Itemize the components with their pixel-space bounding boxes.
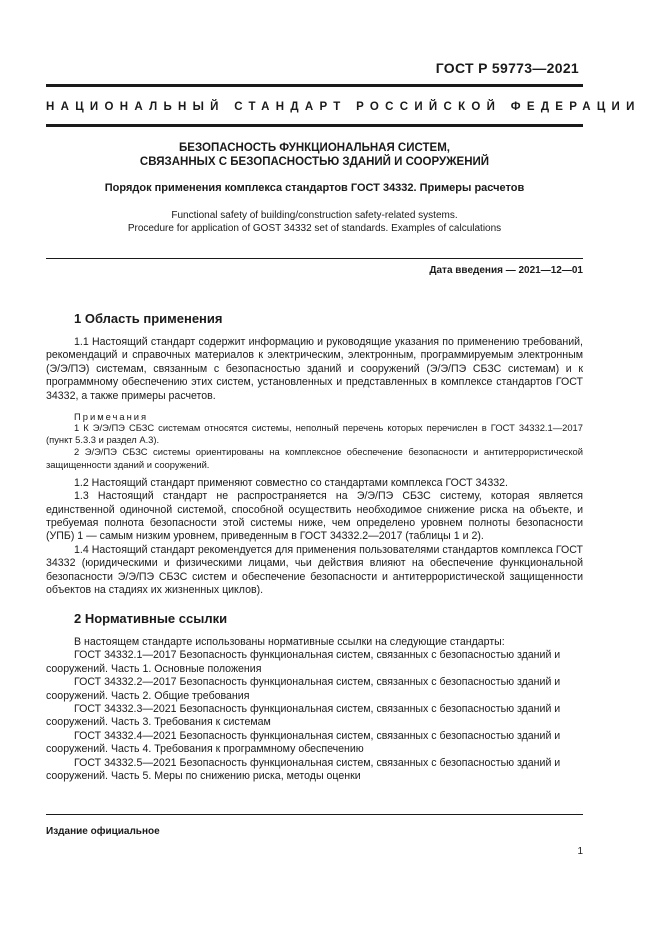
- section-heading: 2 Нормативные ссылки: [74, 611, 228, 626]
- references-intro: В настоящем стандарте использованы нормативные ссылки на следующие стандарты:: [74, 636, 505, 648]
- official-edition-label: Издание официальное: [46, 826, 160, 837]
- note-2: 2 Э/Э/ПЭ СБЗС системы ориентированы на комплексное обеспечение безопасности и антитеррористической защищенности зданий и сооружений.: [46, 446, 583, 470]
- english-title-line-2: Procedure for application of GOST 34332 set of standards. Examples of calculations: [127, 223, 502, 234]
- section-heading: 1 Область применения: [74, 311, 223, 326]
- document-code: ГОСТ Р 59773—2021: [435, 60, 579, 76]
- reference-item: ГОСТ 34332.5—2021 Безопасность функциональная систем, связанных с безопасностью зданий и сооружений. Часть 5. Меры по снижению риска, методы оценки: [46, 756, 561, 783]
- paragraph-1-1: 1.1 Настоящий стандарт содержит информацию и руководящие указания по применению требований, рекомендаций и справочных материалов к электрическим, электронным, программируемым электронным (Э/Э/ПЭ) системам, связанным с безопасностью зданий и сооружений (Э/Э/ПЭ СБЗС системам) и к программному обеспечению этих систем, установленных и представленных в комплексе стандартов ГОСТ 34332, а также примеры расчетов.: [46, 336, 583, 402]
- reference-item: ГОСТ 34332.3—2021 Безопасность функциональная систем, связанных с безопасностью зданий и сооружений. Часть 3. Требования к системам: [46, 703, 561, 729]
- reference-item: ГОСТ 34332.4—2021 Безопасность функциональная систем, связанных с безопасностью зданий и сооружений. Часть 4. Требования к программному обеспечению: [46, 729, 561, 756]
- introduction-date: Дата введения — 2021—12—01: [429, 265, 583, 276]
- notes-label: Примечания: [74, 411, 149, 423]
- page-number: 1: [577, 846, 583, 857]
- title-line-2: СВЯЗАННЫХ С БЕЗОПАСНОСТЬЮ ЗДАНИЙ И СООРУЖЕНИЙ: [139, 156, 490, 168]
- english-title-line-1: Functional safety of building/construction safety-related systems.: [171, 210, 458, 221]
- english-title: [46, 209, 583, 235]
- top-rule: [46, 84, 583, 87]
- section-scope: [46, 311, 583, 598]
- national-standard-banner: НАЦИОНАЛЬНЫЙ СТАНДАРТ РОССИЙСКОЙ ФЕДЕРАЦИИ: [46, 101, 641, 113]
- title-line-1: БЕЗОПАСНОСТЬ ФУНКЦИОНАЛЬНАЯ СИСТЕМ,: [179, 142, 450, 154]
- document-title: [46, 141, 583, 169]
- reference-item: ГОСТ 34332.2—2017 Безопасность функциональная систем, связанных с безопасностью зданий и сооружений. Часть 2. Общие требования: [46, 676, 561, 702]
- paragraph-1-2: 1.2 Настоящий стандарт применяют совместно со стандартами комплекса ГОСТ 34332.: [74, 476, 508, 489]
- document-subtitle: Порядок применения комплекса стандартов ГОСТ 34332. Примеры расчетов: [104, 182, 525, 194]
- paragraph-1-3: 1.3 Настоящий стандарт не распространяется на Э/Э/ПЭ СБЗС систему, которая является единственной одиночной системой, способной осуществить необходимое снижение риска на объекте, и требуемая полнота безопасности этой системы ниже, чем определено уровнем полноты безопасности (УПБ) 1 — самым низким уровнем, приведенным в ГОСТ 34332.2—2017 (таблицы 1 и 2).: [46, 490, 583, 543]
- section-normative-references: [46, 611, 583, 783]
- footer-rule: [46, 814, 583, 815]
- note-1: 1 К Э/Э/ПЭ СБЗС системам относятся системы, неполный перечень которых перечислен в ГОСТ 34332.1—2017 (пункт 5.3.3 и раздел А.3).: [46, 422, 583, 446]
- reference-item: ГОСТ 34332.1—2017 Безопасность функциональная систем, связанных с безопасностью зданий и сооружений. Часть 1. Основные положения: [46, 649, 561, 675]
- paragraph-1-4: 1.4 Настоящий стандарт рекомендуется для применения пользователями стандартов комплекса ГОСТ 34332 (юридическими и физическими лицами, чьи действия влияют на обеспечение функциональной безопасности Э/Э/ПЭ СБЗС систем и обеспечение безопасности и антитеррористической защищенности объектов на стадиях их жизненных циклов).: [46, 543, 583, 597]
- banner-rule: [46, 124, 583, 127]
- title-bottom-rule: [46, 258, 583, 259]
